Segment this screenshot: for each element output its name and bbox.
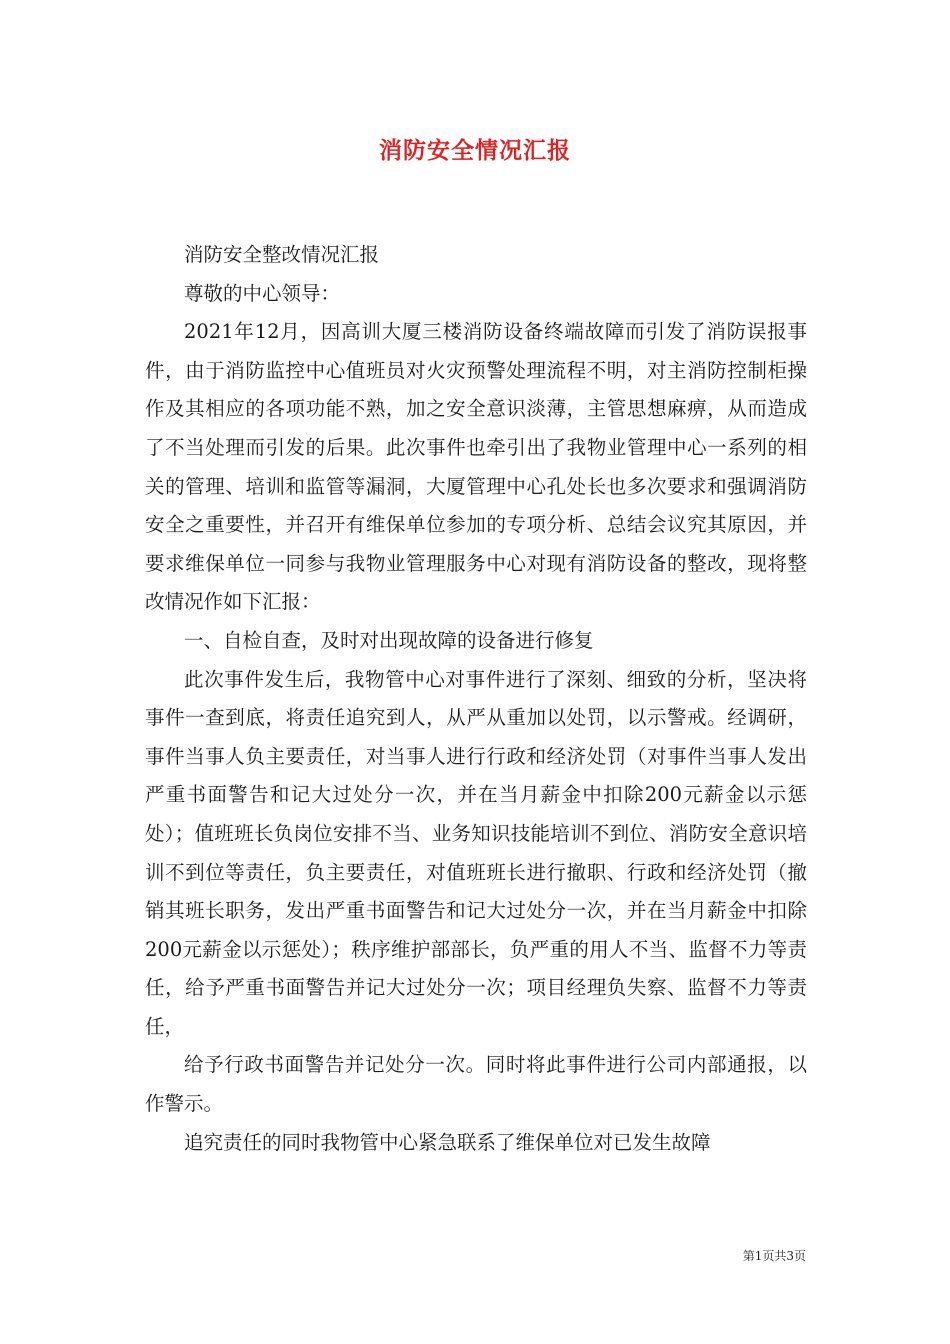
page-number: 第1页共3页	[742, 1249, 806, 1263]
salutation-paragraph: 尊敬的中心领导：	[184, 281, 341, 305]
document-title: 消防安全情况汇报	[379, 137, 571, 164]
intro-paragraph: 2021年12月，因高训大厦三楼消防设备终端故障而引发了消防误报事件，由于消防监控中心值班员对火灾预警处理流程不明，对主消防控制柜操作及其相应的各项功能不熟，加之安全意识淡薄，主管思想麻痹，从而造成了不当处理而引发的后果。此次事件也牵引出了我物业管理中心一系列的相关的管理、培训和监管等漏洞，大厦管理中心孔处长也多次要求和强调消防安全之重要性，并召开有维保单位参加的专项分析、总结会议究其原因，并要求维保单位一同参与我物业管理服务中心对现有消防设备的整改，现将整改情况作如下汇报：	[145, 320, 807, 614]
body-paragraph: 给予行政书面警告并记处分一次。同时将此事件进行公司内部通报，以作警示。	[145, 1053, 807, 1116]
subtitle-paragraph: 消防安全整改情况汇报	[184, 243, 380, 266]
document-body	[145, 236, 807, 1162]
section-heading: 一、自检自查，及时对出现故障的设备进行修复	[184, 628, 594, 652]
body-paragraph: 追究责任的同时我物管中心紧急联系了维保单位对已发生故障	[184, 1130, 711, 1154]
body-paragraph: 此次事件发生后，我物管中心对事件进行了深刻、细致的分析，坚决将事件一查到底，将责任追究到人，从严从重加以处罚，以示警戒。经调研，事件当事人负主要责任，对当事人进行行政和经济处罚（对事件当事人发出严重书面警告和记大过处分一次，并在当月薪金中扣除200元薪金以示惩处）；值班班长负岗位安排不当、业务知识技能培训不到位、消防安全意识培训不到位等责任，负主要责任，对值班班长进行撤职、行政和经济处罚（撤销其班长职务，发出严重书面警告和记大过处分一次，并在当月薪金中扣除200元薪金以示惩处）；秩序维护部部长，负严重的用人不当、监督不力等责任，给予严重书面警告并记大过处分一次；项目经理负失察、监督不力等责任，	[145, 667, 807, 1038]
